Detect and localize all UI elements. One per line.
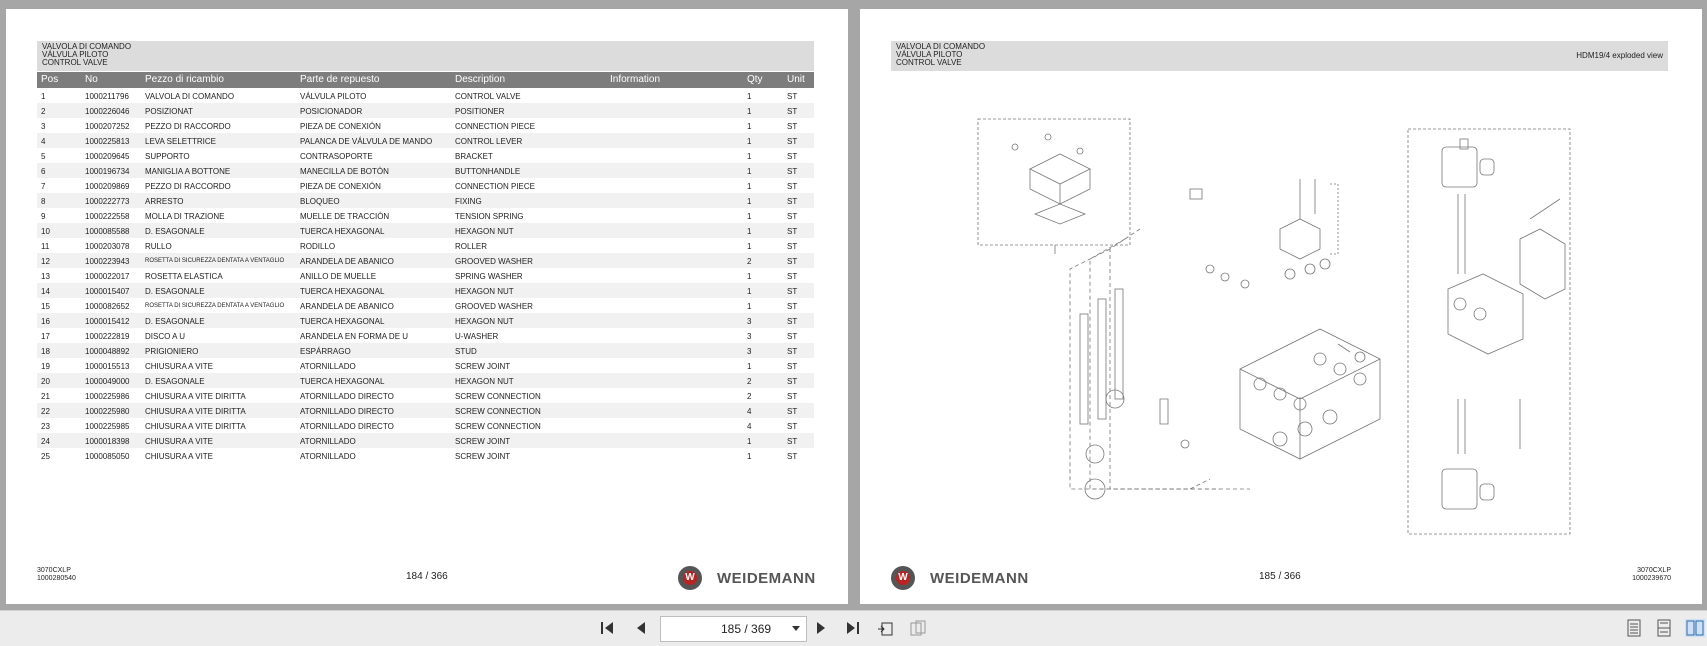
cell-qty: 1 — [747, 452, 752, 461]
cell-description: U-WASHER — [455, 332, 499, 341]
table-row — [37, 118, 814, 133]
cell-italian-name: RULLO — [145, 242, 172, 251]
first-page-icon[interactable] — [598, 619, 616, 637]
cell-qty: 1 — [747, 242, 752, 251]
cell-qty: 2 — [747, 392, 752, 401]
table-row — [37, 163, 814, 178]
cell-description: TENSION SPRING — [455, 212, 524, 221]
cell-spanish-name: MANECILLA DE BOTÓN — [300, 167, 389, 176]
table-row — [37, 208, 814, 223]
cell-unit: ST — [787, 347, 798, 356]
cell-unit: ST — [787, 197, 798, 206]
cell-pos: 8 — [41, 197, 46, 206]
table-row — [37, 283, 814, 298]
footer-right — [1632, 567, 1671, 583]
cell-italian-name: ROSETTA DI SICUREZZA DENTATA A VENTAGLIO — [145, 303, 285, 309]
cell-spanish-name: TUERCA HEXAGONAL — [300, 227, 385, 236]
weidemann-logo-icon: W — [678, 566, 702, 590]
table-row — [37, 358, 814, 373]
title-spanish: VÁLVULA PILOTO — [896, 50, 963, 59]
cell-pos: 1 — [41, 92, 46, 101]
cell-italian-name: D. ESAGONALE — [145, 377, 205, 386]
cell-unit: ST — [787, 332, 798, 341]
table-row — [37, 343, 814, 358]
cell-italian-name: CHIUSURA A VITE — [145, 362, 214, 371]
cell-part-number: 1000022017 — [85, 272, 130, 281]
cell-spanish-name: ARANDELA DE ABANICO — [300, 302, 394, 311]
table-title-band — [37, 41, 814, 71]
page-number-select[interactable] — [660, 616, 807, 642]
cell-description: POSITIONER — [455, 107, 505, 116]
cell-spanish-name: PIEZA DE CONEXIÓN — [300, 182, 381, 191]
cell-spanish-name: ATORNILLADO DIRECTO — [300, 407, 394, 416]
valve-body — [1240, 329, 1380, 459]
cell-part-number: 1000207252 — [85, 122, 130, 131]
cell-italian-name: CHIUSURA A VITE — [145, 437, 214, 446]
cell-qty: 3 — [747, 317, 752, 326]
model-number: 3070CXLP — [1637, 567, 1671, 574]
cell-qty: 1 — [747, 197, 752, 206]
title-italian: VALVOLA DI COMANDO — [42, 42, 132, 51]
table-row — [37, 253, 814, 268]
cell-unit: ST — [787, 242, 798, 251]
cell-qty: 1 — [747, 287, 752, 296]
chevron-down-icon — [792, 626, 800, 631]
cell-part-number: 1000015513 — [85, 362, 130, 371]
cell-unit: ST — [787, 167, 798, 176]
cell-spanish-name: ANILLO DE MUELLE — [300, 272, 377, 281]
left-document-page — [6, 9, 848, 604]
cell-unit: ST — [787, 422, 798, 431]
cell-italian-name: SUPPORTO — [145, 152, 190, 161]
cell-spanish-name: TUERCA HEXAGONAL — [300, 317, 385, 326]
cell-qty: 1 — [747, 272, 752, 281]
single-page-view-icon[interactable] — [1625, 619, 1643, 637]
cell-qty: 2 — [747, 257, 752, 266]
model-number: 3070CXLP — [37, 567, 71, 574]
cell-pos: 6 — [41, 167, 46, 176]
cell-description: CONTROL LEVER — [455, 137, 523, 146]
cell-description: BUTTONHANDLE — [455, 167, 521, 176]
cell-qty: 1 — [747, 167, 752, 176]
previous-page-icon[interactable] — [632, 619, 650, 637]
cell-qty: 1 — [747, 227, 752, 236]
cell-part-number: 1000196734 — [85, 167, 130, 176]
cell-qty: 1 — [747, 182, 752, 191]
cell-qty: 3 — [747, 332, 752, 341]
cell-italian-name: ROSETTA DI SICUREZZA DENTATA A VENTAGLIO — [145, 258, 285, 264]
cell-part-number: 1000018398 — [85, 437, 130, 446]
cell-pos: 4 — [41, 137, 46, 146]
cell-spanish-name: ARANDELA DE ABANICO — [300, 257, 394, 266]
cell-part-number: 1000048892 — [85, 347, 130, 356]
two-page-view-icon[interactable] — [1685, 619, 1705, 637]
table-row — [37, 403, 814, 418]
cell-part-number: 1000085050 — [85, 452, 130, 461]
cell-part-number: 1000223943 — [85, 257, 130, 266]
cell-description: SCREW CONNECTION — [455, 407, 541, 416]
brand-name: WEIDEMANN — [717, 569, 816, 587]
cell-unit: ST — [787, 362, 798, 371]
cell-description: HEXAGON NUT — [455, 287, 514, 296]
weidemann-logo-icon: W — [891, 566, 915, 590]
cell-qty: 1 — [747, 152, 752, 161]
cell-description: STUD — [455, 347, 477, 356]
cell-unit: ST — [787, 152, 798, 161]
cell-unit: ST — [787, 137, 798, 146]
cell-unit: ST — [787, 212, 798, 221]
table-row — [37, 298, 814, 313]
cell-unit: ST — [787, 302, 798, 311]
exploded-view-label: HDM19/4 exploded view — [1576, 51, 1663, 60]
cell-italian-name: ROSETTA ELASTICA — [145, 272, 223, 281]
solenoid-body — [1448, 274, 1523, 354]
right-inset-box — [1408, 129, 1570, 534]
cell-pos: 15 — [41, 302, 50, 311]
cell-part-number: 1000222558 — [85, 212, 130, 221]
table-row — [37, 328, 814, 343]
page-indicator: 185 / 369 — [721, 622, 772, 636]
cell-part-number: 1000015407 — [85, 287, 130, 296]
cell-spanish-name: ATORNILLADO — [300, 437, 356, 446]
cell-qty: 1 — [747, 92, 752, 101]
cell-pos: 10 — [41, 227, 50, 236]
cell-part-number: 1000222819 — [85, 332, 130, 341]
cell-pos: 17 — [41, 332, 50, 341]
cell-qty: 1 — [747, 437, 752, 446]
cell-description: SPRING WASHER — [455, 272, 523, 281]
cell-unit: ST — [787, 92, 798, 101]
cell-qty: 1 — [747, 107, 752, 116]
cell-spanish-name: PIEZA DE CONEXIÓN — [300, 122, 381, 131]
cell-pos: 21 — [41, 392, 50, 401]
table-row — [37, 388, 814, 403]
cell-spanish-name: BLOQUEO — [300, 197, 340, 206]
cell-description: FIXING — [455, 197, 482, 206]
diagram-title-band — [891, 41, 1668, 71]
cell-qty: 2 — [747, 377, 752, 386]
cell-italian-name: D. ESAGONALE — [145, 317, 205, 326]
cell-pos: 20 — [41, 377, 50, 386]
table-row — [37, 418, 814, 433]
cell-unit: ST — [787, 437, 798, 446]
cell-qty: 1 — [747, 122, 752, 131]
cell-qty: 1 — [747, 137, 752, 146]
table-row — [37, 238, 814, 253]
cell-spanish-name: ARANDELA EN FORMA DE U — [300, 332, 409, 341]
cell-unit: ST — [787, 287, 798, 296]
cell-part-number: 1000203078 — [85, 242, 130, 251]
table-row — [37, 313, 814, 328]
cell-spanish-name: RODILLO — [300, 242, 336, 251]
cell-part-number: 1000225813 — [85, 137, 130, 146]
cell-description: ROLLER — [455, 242, 488, 251]
continuous-view-icon[interactable] — [1655, 619, 1673, 637]
brand-name: WEIDEMANN — [930, 569, 1029, 587]
parts-table-body — [37, 88, 814, 463]
cell-pos: 16 — [41, 317, 50, 326]
last-page-icon[interactable] — [844, 619, 862, 637]
cell-pos: 9 — [41, 212, 46, 221]
table-row — [37, 373, 814, 388]
cell-italian-name: CHIUSURA A VITE — [145, 452, 214, 461]
col-pos: Pos — [41, 74, 59, 85]
cell-italian-name: PRIGIONIERO — [145, 347, 199, 356]
col-italian: Pezzo di ricambio — [145, 74, 224, 85]
cell-spanish-name: ATORNILLADO DIRECTO — [300, 392, 394, 401]
cell-description: GROOVED WASHER — [455, 302, 533, 311]
cell-part-number: 1000226046 — [85, 107, 130, 116]
table-row — [37, 223, 814, 238]
cell-pos: 11 — [41, 242, 50, 251]
cell-pos: 12 — [41, 257, 50, 266]
table-row — [37, 133, 814, 148]
cell-pos: 7 — [41, 182, 46, 191]
cell-part-number: 1000225986 — [85, 392, 130, 401]
table-row — [37, 448, 814, 463]
inset-block — [1030, 154, 1090, 204]
cell-italian-name: PEZZO DI RACCORDO — [145, 122, 231, 131]
cell-unit: ST — [787, 452, 798, 461]
cell-italian-name: MOLLA DI TRAZIONE — [145, 212, 225, 221]
cell-part-number: 1000085588 — [85, 227, 130, 236]
page-number: 184 / 366 — [406, 571, 448, 582]
col-description: Description — [455, 74, 506, 85]
cell-description: SCREW JOINT — [455, 452, 511, 461]
cell-description: SCREW JOINT — [455, 437, 511, 446]
table-row — [37, 148, 814, 163]
table-row — [37, 193, 814, 208]
cell-spanish-name: TUERCA HEXAGONAL — [300, 287, 385, 296]
cell-italian-name: D. ESAGONALE — [145, 227, 205, 236]
cell-part-number: 1000082652 — [85, 302, 130, 311]
parts-table-header — [37, 72, 814, 88]
cell-unit: ST — [787, 392, 798, 401]
right-document-page — [860, 9, 1702, 604]
cell-spanish-name: MUELLE DE TRACCIÓN — [300, 212, 390, 221]
cell-spanish-name: PALANCA DE VÁLVULA DE MANDO — [300, 137, 433, 146]
cell-part-number: 1000222773 — [85, 197, 130, 206]
table-row — [37, 178, 814, 193]
cell-italian-name: D. ESAGONALE — [145, 287, 205, 296]
cell-spanish-name: ATORNILLADO DIRECTO — [300, 422, 394, 431]
cell-unit: ST — [787, 377, 798, 386]
cell-unit: ST — [787, 227, 798, 236]
cell-spanish-name: TUERCA HEXAGONAL — [300, 377, 385, 386]
title-english: CONTROL VALVE — [42, 58, 108, 67]
cell-qty: 1 — [747, 362, 752, 371]
cell-unit: ST — [787, 257, 798, 266]
cell-unit: ST — [787, 122, 798, 131]
cell-pos: 14 — [41, 287, 50, 296]
cell-description: SCREW CONNECTION — [455, 392, 541, 401]
cell-description: BRACKET — [455, 152, 493, 161]
cell-spanish-name: ATORNILLADO — [300, 362, 356, 371]
cell-pos: 2 — [41, 107, 46, 116]
cell-italian-name: POSIZIONAT — [145, 107, 193, 116]
col-information: Information — [610, 74, 661, 85]
cell-qty: 4 — [747, 407, 752, 416]
fit-width-icon[interactable] — [909, 619, 927, 637]
cell-italian-name: CHIUSURA A VITE DIRITTA — [145, 407, 246, 416]
cell-description: HEXAGON NUT — [455, 227, 514, 236]
cell-part-number: 1000209645 — [85, 152, 130, 161]
cell-description: SCREW JOINT — [455, 362, 511, 371]
footer-left — [37, 567, 76, 583]
cell-pos: 18 — [41, 347, 50, 356]
cell-spanish-name: CONTRASOPORTE — [300, 152, 373, 161]
document-number: 1000280540 — [37, 575, 76, 582]
cell-spanish-name: VÁLVULA PILOTO — [300, 92, 367, 101]
cell-unit: ST — [787, 317, 798, 326]
col-unit: Unit — [787, 74, 805, 85]
table-row — [37, 88, 814, 103]
cell-description: CONNECTION PIECE — [455, 182, 536, 191]
cell-italian-name: PEZZO DI RACCORDO — [145, 182, 231, 191]
cell-pos: 19 — [41, 362, 50, 371]
cell-italian-name: MANIGLIA A BOTTONE — [145, 167, 231, 176]
cell-qty: 1 — [747, 212, 752, 221]
cell-italian-name: ARRESTO — [145, 197, 184, 206]
cell-pos: 13 — [41, 272, 50, 281]
cell-spanish-name: ESPÁRRAGO — [300, 347, 351, 356]
cell-spanish-name: ATORNILLADO — [300, 452, 356, 461]
cell-unit: ST — [787, 272, 798, 281]
cell-part-number: 1000209869 — [85, 182, 130, 191]
next-page-icon[interactable] — [812, 619, 830, 637]
cell-qty: 4 — [747, 422, 752, 431]
cell-italian-name: DISCO A U — [145, 332, 186, 341]
col-qty: Qty — [747, 74, 763, 85]
table-row — [37, 103, 814, 118]
cell-pos: 22 — [41, 407, 50, 416]
cell-qty: 3 — [747, 347, 752, 356]
weidemann-logo — [678, 566, 816, 590]
cell-pos: 5 — [41, 152, 46, 161]
cell-italian-name: CHIUSURA A VITE DIRITTA — [145, 422, 246, 431]
cell-italian-name: CHIUSURA A VITE DIRITTA — [145, 392, 246, 401]
viewer-toolbar — [0, 610, 1707, 646]
table-row — [37, 433, 814, 448]
cell-part-number: 1000225980 — [85, 407, 130, 416]
cell-part-number: 1000225985 — [85, 422, 130, 431]
cell-pos: 23 — [41, 422, 50, 431]
cell-qty: 1 — [747, 302, 752, 311]
weidemann-logo — [891, 566, 1029, 590]
title-italian: VALVOLA DI COMANDO — [896, 42, 986, 51]
cell-pos: 3 — [41, 122, 46, 131]
exploded-view-diagram — [960, 99, 1600, 549]
cell-description: CONTROL VALVE — [455, 92, 521, 101]
cell-description: HEXAGON NUT — [455, 317, 514, 326]
cell-pos: 25 — [41, 452, 50, 461]
cell-part-number: 1000015412 — [85, 317, 130, 326]
document-number: 1000239670 — [1632, 575, 1671, 582]
inset-box — [978, 119, 1130, 245]
col-spanish: Parte de repuesto — [300, 74, 380, 85]
cell-unit: ST — [787, 407, 798, 416]
title-english: CONTROL VALVE — [896, 58, 962, 67]
cell-unit: ST — [787, 107, 798, 116]
cell-italian-name: LEVA SELETTRICE — [145, 137, 216, 146]
cell-italian-name: VALVOLA DI COMANDO — [145, 92, 235, 101]
col-no: No — [85, 74, 98, 85]
cell-description: CONNECTION PIECE — [455, 122, 536, 131]
cell-description: GROOVED WASHER — [455, 257, 533, 266]
cell-part-number: 1000049000 — [85, 377, 130, 386]
cell-pos: 24 — [41, 437, 50, 446]
page-number: 185 / 366 — [1259, 571, 1301, 582]
cell-description: SCREW CONNECTION — [455, 422, 541, 431]
cell-part-number: 1000211796 — [85, 92, 129, 101]
cell-unit: ST — [787, 182, 798, 191]
table-row — [37, 268, 814, 283]
cell-spanish-name: POSICIONADOR — [300, 107, 363, 116]
cell-description: HEXAGON NUT — [455, 377, 514, 386]
title-spanish: VÁLVULA PILOTO — [42, 50, 109, 59]
fit-page-icon[interactable] — [876, 619, 894, 637]
